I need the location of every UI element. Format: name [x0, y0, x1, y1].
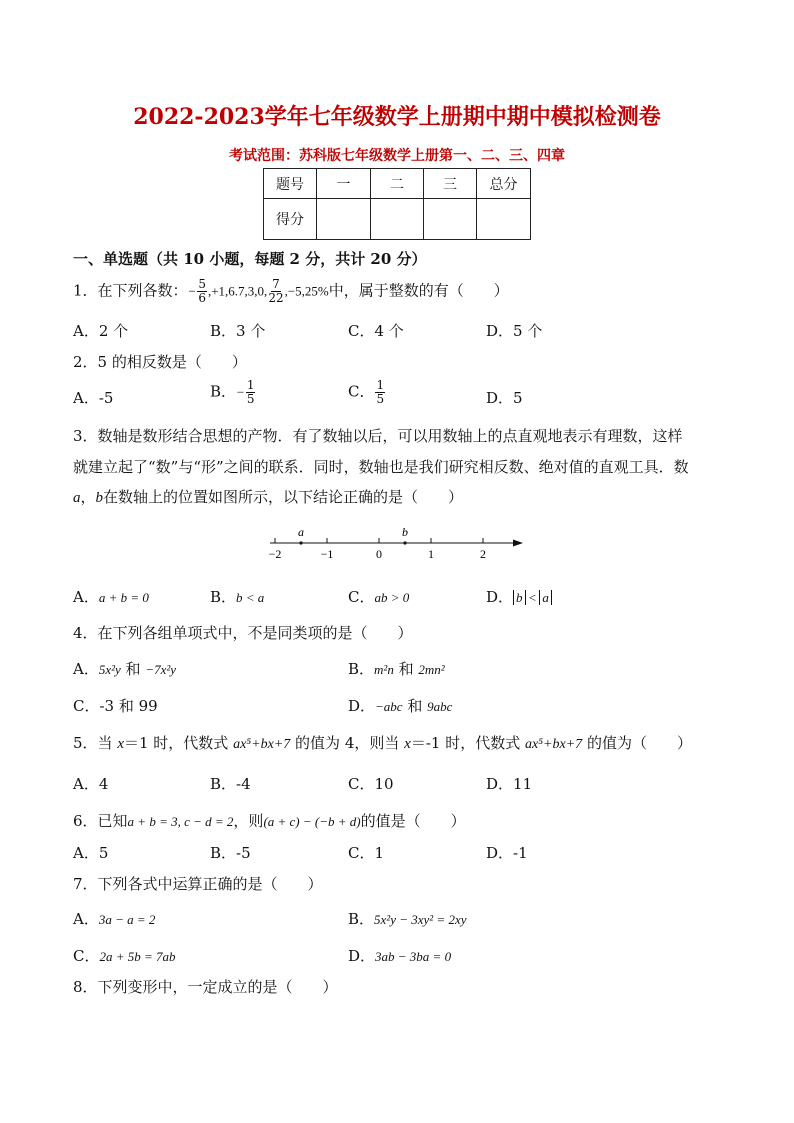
q2-b-fraction	[246, 379, 256, 406]
math-expression: m²n	[374, 662, 394, 677]
conjunction: 和	[393, 660, 419, 678]
q3-option-b[interactable]	[210, 586, 264, 607]
score-table	[263, 168, 531, 240]
q1-option-d[interactable]: D．5 个	[486, 322, 543, 340]
option-label: A．	[73, 588, 99, 606]
q1-option-a[interactable]: A．2 个	[73, 322, 129, 340]
score-cell	[477, 199, 531, 240]
number-line-tick-label: 1	[428, 547, 434, 561]
q3-line-2: 就建立起了“数”与“形”之间的联系．同时，数轴也是我们研究相反数、绝对值的直观工具．数	[73, 458, 689, 476]
number-line-tick-label: −2	[268, 547, 282, 561]
option-label: C．	[73, 947, 100, 965]
q2-c-fraction	[375, 379, 385, 406]
fraction-numerator: 1	[376, 378, 385, 392]
option-label: C．	[348, 382, 375, 401]
option-label: A．	[73, 910, 99, 928]
option-label: B．	[210, 588, 237, 606]
option-label: D．	[348, 697, 376, 715]
q5-text: 5．当	[73, 734, 118, 752]
math-expression: b < a	[236, 590, 265, 605]
score-row-label: 得分	[264, 199, 317, 240]
fraction-numerator: 1	[246, 378, 255, 392]
score-header-cell: 三	[424, 169, 477, 199]
fraction-numerator: 5	[198, 277, 206, 291]
q3-option-d[interactable]	[486, 586, 552, 607]
math-expression: 5x²y	[98, 662, 121, 677]
q6-text: 的值是（ ）	[360, 812, 466, 830]
q3-option-c[interactable]	[348, 586, 409, 607]
q1-option-b[interactable]: B．3 个	[210, 322, 266, 340]
q5-option-b[interactable]: B．-4	[210, 775, 251, 793]
point-a-label: a	[298, 525, 304, 539]
q5-option-d[interactable]: D．11	[486, 775, 533, 793]
separator: ，	[80, 488, 96, 506]
score-header-cell: 题号	[264, 169, 317, 199]
score-cell	[317, 199, 371, 240]
option-label: B．	[348, 660, 375, 678]
section-heading: 一、单选题（共 10 小题，每题 2 分，共计 20 分）	[73, 250, 427, 268]
math-expression: 2mn²	[418, 662, 445, 677]
q2-option-c[interactable]	[348, 379, 386, 406]
abs-b: b	[513, 590, 526, 605]
question-5-stem	[73, 732, 692, 753]
q5-text: ＝1 时，代数式	[123, 734, 234, 752]
q1-fraction-2	[268, 278, 283, 305]
score-cell	[371, 199, 424, 240]
abs-a: a	[539, 590, 552, 605]
option-label: B．	[348, 910, 375, 928]
q5-option-c[interactable]: C．10	[348, 775, 394, 793]
fraction-numerator: 7	[272, 277, 280, 291]
math-expression: 3ab − 3ba = 0	[375, 949, 452, 964]
number-line-tick-label: −1	[320, 547, 334, 561]
question-4-stem: 4．在下列各组单项式中，不是同类项的是（ ）	[73, 624, 413, 642]
math-expression: 9abc	[427, 699, 453, 714]
var-x: x	[117, 736, 124, 752]
math-expression: −abc	[375, 699, 403, 714]
option-label: B．	[210, 382, 237, 401]
point-b-dot	[403, 541, 406, 544]
point-b-label: b	[402, 525, 408, 539]
q1-suffix: 中，属于整数的有（ ）	[328, 281, 509, 300]
math-expression: 5x²y − 3xy² = 2xy	[374, 912, 467, 927]
q3-line-1: 3．数轴是数形结合思想的产物．有了数轴以后，可以用数轴上的点直观地表示有理数，这样	[73, 427, 683, 445]
q6-option-b[interactable]: B．-5	[210, 844, 251, 862]
q1-option-c[interactable]: C．4 个	[348, 322, 404, 340]
var-x: x	[404, 736, 411, 752]
q1-prefix: 1．在下列各数：	[73, 281, 188, 300]
question-1-stem	[73, 278, 509, 305]
q6-text: ，则	[233, 812, 264, 830]
score-cell	[424, 199, 477, 240]
q3-option-a[interactable]	[73, 586, 149, 607]
question-2-stem: 2．5 的相反数是（ ）	[73, 353, 247, 371]
score-header-cell: 二	[371, 169, 424, 199]
math-expression: −7x²y	[145, 662, 177, 677]
q7-option-b[interactable]	[348, 908, 467, 929]
fraction-denominator: 5	[376, 392, 385, 406]
exam-scope: 考试范围：苏科版七年级数学上册第一、二、三、四章	[229, 148, 565, 164]
math-expression: 2a + 5b = 7ab	[99, 949, 176, 964]
score-header-cell: 一	[317, 169, 371, 199]
option-label: D．	[486, 588, 514, 606]
q5-text: 的值为 4，则当	[290, 734, 405, 752]
q2-option-b[interactable]	[210, 379, 256, 406]
q2-option-d[interactable]: D．5	[486, 389, 523, 407]
conjunction: 和	[402, 697, 428, 715]
q5-option-a[interactable]: A．4	[73, 775, 109, 793]
math-expression: a + b = 3, c − d = 2	[127, 814, 234, 829]
question-8-stem: 8．下列变形中，一定成立的是（ ）	[73, 978, 338, 996]
q6-option-d[interactable]: D．-1	[486, 844, 528, 862]
q6-option-a[interactable]: A．5	[73, 844, 109, 862]
q3-line-3	[73, 486, 463, 507]
question-7-stem: 7．下列各式中运算正确的是（ ）	[73, 875, 323, 893]
score-header-cell: 总分	[477, 169, 531, 199]
q3-line-3-rest: 在数轴上的位置如图所示，以下结论正确的是（ ）	[103, 488, 464, 506]
number-line-arrow	[513, 540, 523, 547]
fraction-denominator: 22	[268, 291, 284, 305]
question-6-stem	[73, 810, 466, 831]
less-than: <	[525, 590, 540, 605]
neg-sign: −	[236, 384, 245, 400]
q7-option-d[interactable]	[348, 945, 451, 966]
option-label: C．	[348, 588, 375, 606]
math-expression: (a + c) − (−b + d)	[263, 814, 361, 829]
q5-text: 的值为（ ）	[582, 734, 692, 752]
q5-text: ＝-1 时，代数式	[410, 734, 525, 752]
q2-option-a[interactable]: A．-5	[73, 389, 114, 407]
math-expression: ab > 0	[374, 590, 410, 605]
q4-option-b[interactable]	[348, 658, 445, 679]
math-expression: ax⁵+bx+7	[233, 737, 291, 752]
q4-option-c[interactable]: C．-3 和 99	[73, 697, 158, 715]
q4-option-d[interactable]	[348, 695, 452, 716]
q1-list-mid: ,+1,6.7,3,0,	[207, 283, 268, 299]
q1-neg-sign: −	[187, 283, 197, 299]
q1-list-tail: ,−5,25%	[284, 283, 329, 299]
fraction-denominator: 5	[246, 392, 255, 406]
page-title: 2022-2023学年七年级数学上册期中期中模拟检测卷	[133, 104, 661, 130]
var-a: a	[73, 490, 81, 506]
number-line-tick-label: 0	[376, 547, 382, 561]
math-expression: 3a − a = 2	[98, 912, 156, 927]
option-label: A．	[73, 660, 99, 678]
number-line-figure	[255, 520, 535, 565]
q7-option-a[interactable]	[73, 908, 155, 929]
q4-option-a[interactable]	[73, 658, 176, 679]
math-expression: a + b = 0	[98, 590, 149, 605]
math-expression: ax⁵+bx+7	[524, 737, 583, 752]
fraction-denominator: 6	[198, 291, 206, 305]
q6-text: 6．已知	[73, 812, 128, 830]
q6-option-c[interactable]: C．1	[348, 844, 385, 862]
var-b: b	[95, 490, 104, 506]
conjunction: 和	[120, 660, 146, 678]
option-label: D．	[348, 947, 376, 965]
q1-fraction-1	[197, 278, 207, 305]
point-a-dot	[299, 541, 302, 544]
number-line-tick-label: 2	[480, 547, 486, 561]
q7-option-c[interactable]	[73, 945, 176, 966]
